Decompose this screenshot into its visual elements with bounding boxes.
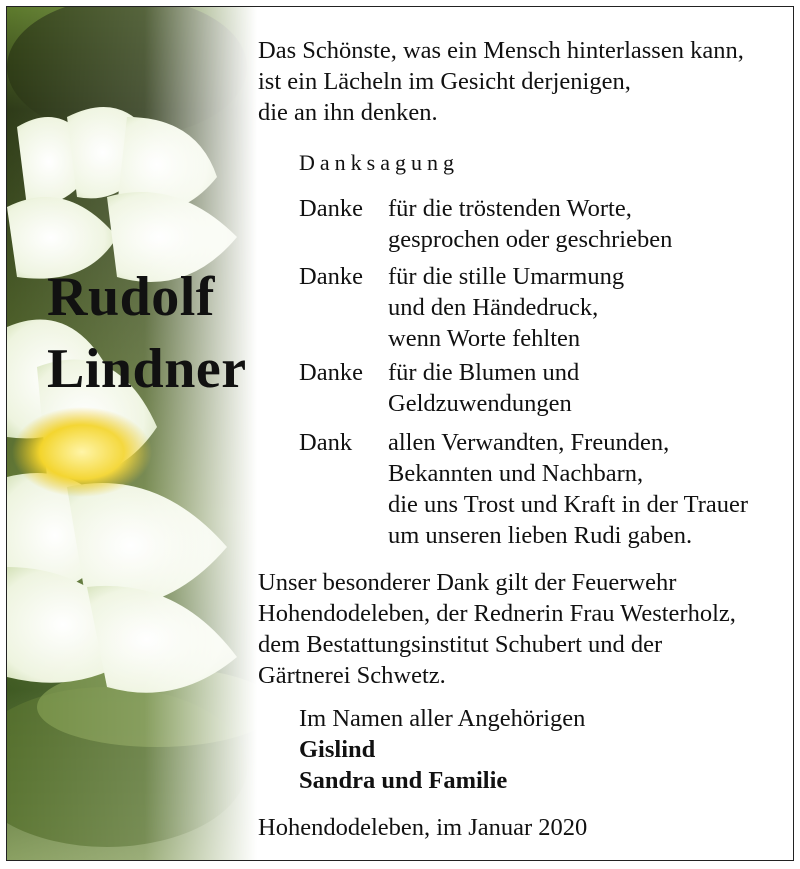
special-thanks-paragraph <box>258 567 736 691</box>
danke-line: für die stille Umarmung <box>388 263 625 290</box>
danksagung-heading: Danksagung <box>299 150 459 175</box>
thanks-line: Unser besonderer Dank gilt der Feuerwehr <box>258 569 677 596</box>
deceased-last-name: Lindner <box>47 338 247 400</box>
signature-intro: Im Namen aller Angehörigen <box>299 705 586 732</box>
danke-text <box>388 193 672 255</box>
obituary-card <box>6 6 794 861</box>
danke-line: und den Händedruck, <box>388 294 599 321</box>
water-lily-illustration <box>7 7 257 860</box>
danke-text <box>388 427 748 551</box>
danke-label: Danke <box>299 195 363 222</box>
danke-line: gesprochen oder geschrieben <box>388 226 673 253</box>
danke-line: allen Verwandten, Freunden, <box>388 429 670 456</box>
danke-label: Danke <box>299 359 363 386</box>
deceased-first-name: Rudolf <box>47 266 215 328</box>
danke-line: um unseren lieben Rudi gaben. <box>388 522 693 549</box>
danke-line: für die tröstenden Worte, <box>388 195 632 222</box>
signature-name: Sandra und Familie <box>299 767 508 794</box>
danke-label: Danke <box>299 263 363 290</box>
danke-line: die uns Trost und Kraft in der Trauer <box>388 491 749 518</box>
memorial-quote <box>258 35 744 128</box>
water-lily-photo <box>7 7 257 860</box>
quote-line: die an ihn denken. <box>258 99 438 126</box>
place-and-date: Hohendodeleben, im Januar 2020 <box>258 814 588 841</box>
quote-line: Das Schönste, was ein Mensch hinterlassen kann, <box>258 37 744 64</box>
signature-name: Gislind <box>299 736 376 763</box>
thanks-line: Hohendodeleben, der Rednerin Frau Westerholz, <box>258 600 736 627</box>
dank-label: Dank <box>299 429 353 456</box>
danke-line: wenn Worte fehlten <box>388 325 581 352</box>
thanks-line: dem Bestattungsinstitut Schubert und der <box>258 631 663 658</box>
signature-block <box>299 703 585 796</box>
danke-line: für die Blumen und <box>388 359 580 386</box>
danke-line: Bekannten und Nachbarn, <box>388 460 644 487</box>
danke-text <box>388 357 579 419</box>
quote-line: ist ein Lächeln im Gesicht derjenigen, <box>258 68 631 95</box>
danke-line: Geldzuwendungen <box>388 390 572 417</box>
danke-text <box>388 261 624 354</box>
thanks-line: Gärtnerei Schwetz. <box>258 662 446 689</box>
